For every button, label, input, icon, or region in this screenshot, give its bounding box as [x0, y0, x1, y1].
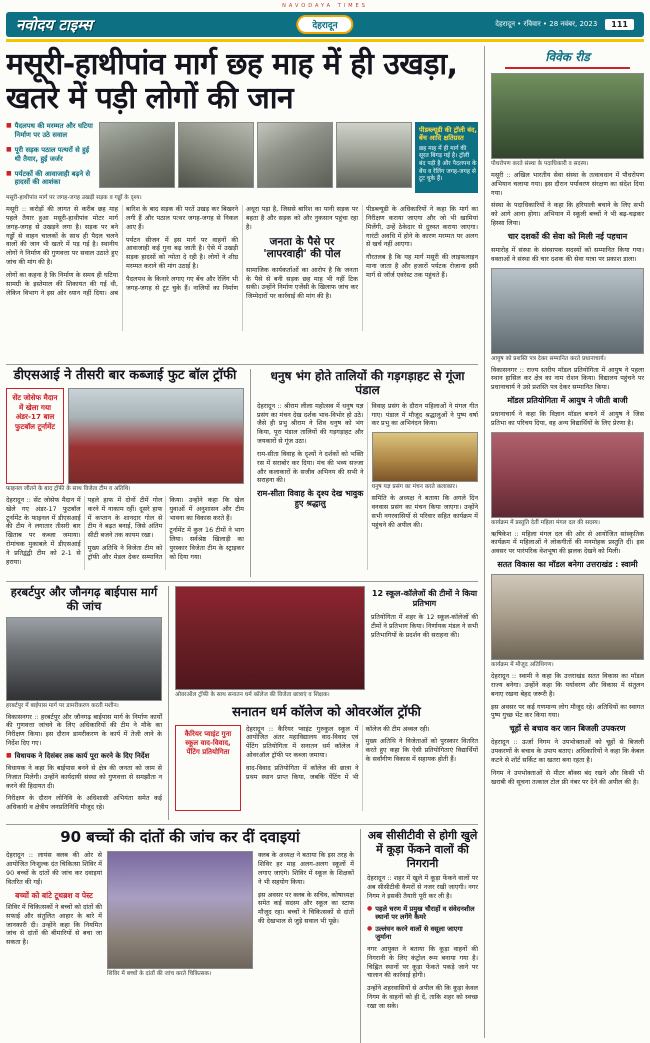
- dental-photo-caption: शिविर में बच्चों के दांतों की जांच करते चिकित्सक।: [107, 971, 212, 978]
- lead-photo-2: [178, 122, 254, 188]
- bullet-square-icon: ■: [6, 145, 12, 153]
- lead-body: [6, 205, 478, 331]
- bypass-photo-caption: हरबर्टपुर में बाईपास मार्ग पर डामरीकरण करती मशीन।: [6, 702, 119, 709]
- football-paragraph: टूर्नामेंट में कुल 16 टीमों ने भाग लिया। सर्वश्रेष्ठ खिलाड़ी का पुरस्कार विजेता टीम के स्ट्राइकर को दिया गया।: [169, 526, 244, 561]
- college-paragraph: वाद-विवाद प्रतियोगिता में कॉलेज की छात्रा ने प्रथम स्थान प्राप्त किया, जबकि पेंटिंग में भी कॉलेज की टीम अव्वल रही।: [246, 724, 430, 781]
- edition-badge: देहरादून: [296, 15, 353, 34]
- lead-bullet: ■ पैदलपथ की मरम्मत और घटिया निर्माण पर उठे सवाल: [6, 122, 93, 140]
- college-kicker-box: कैरियर प्वाइंट गुना स्कूल वाद-विवाद, पेंटिंग प्रतियोगिता: [175, 725, 241, 811]
- paper-name: नवोदय टाइम्स: [16, 15, 93, 34]
- plantation-photo: [491, 73, 644, 159]
- cctv-bullet: ● उल्लंघन करने वालों से वसूला जाएगा जुर्माना: [367, 924, 463, 942]
- ramleela-paragraph: राम-सीता विवाह के दृश्यों ने दर्शकों को भक्ति रस में सराबोर कर दिया। मंच की भव्य सज्जा और कलाकारों के सजीव अभिनय की सभी ने सराहना की।: [257, 449, 364, 485]
- page-number: 111: [605, 19, 634, 30]
- bullet-square-icon: ■: [6, 169, 12, 177]
- masthead: [6, 12, 644, 37]
- dental-paragraph: इस अवसर पर क्लब के सचिव, कोषाध्यक्ष समेत कई सदस्य और स्कूल का स्टाफ मौजूद रहा। बच्चों ने चिकित्सकों से दांतों की देखभाल से जुड़े सवाल भी पूछे।: [258, 890, 354, 926]
- bypass-paragraph: विधायक ने कहा कि बाईपास बनने से क्षेत्र की जनता को जाम से निजात मिलेगी। उन्होंने कार्यदायी संस्था को गुणवत्ता से समझौता न करने की हिदायत दी।: [6, 763, 162, 790]
- lead-bullet: ■ पर्यटकों की आवाजाही बढ़ने से हादसों की आशंका: [6, 169, 91, 187]
- dental-left-column: [6, 851, 102, 981]
- main-column: [6, 46, 478, 1043]
- ramleela-paragraph: समिति के अध्यक्ष ने बताया कि अगले दिन वनवास प्रसंग का मंचन किया जाएगा। उन्होंने सभी नगरवासियों से परिवार सहित कार्यक्रम में पहुंचने की अपील की।: [371, 494, 478, 529]
- lead-paragraph: मसूरी :: करोड़ों की लागत से करीब छह माह पहले तैयार हुआ मसूरी-हाथीपांव मोटर मार्ग जगह-जगह से उखड़ने लगा है। सड़क पर बने गड्ढों से वाहन चालकों के साथ ही पैदल चलने वालों की जान भी खतरे में पड़ गई है। स्थानीय लोगों ने निर्माण की गुणवत्ता पर सवाल उठाते हुए जांच की मांग की है।: [6, 205, 118, 267]
- bypass-article: [6, 586, 162, 820]
- plantation-paragraph: मसूरी :: अखिल भारतीय सेवा संस्था के तत्वावधान में पौधरोपण अभियान चलाया गया। इस दौरान पर्यावरण संरक्षण का संदेश दिया गया।: [491, 170, 644, 197]
- cctv-paragraph: नगर आयुक्त ने बताया कि कूड़ा वाहनों की निगरानी के लिए कंट्रोल रूम बनाया गया है। चिह्नित स्थानों पर कूड़ा फेंकते पकड़े जाने पर चालान की कार्रवाई होगी।: [367, 944, 478, 980]
- bullet-dot-icon: ●: [367, 904, 373, 912]
- bypass-paragraph: विकासनगर :: हरबर्टपुर और जौनगढ़ बाईपास मार्ग के निर्माण कार्यों की गुणवत्ता जांचने के लिए अधिकारियों की टीम ने मौके का निरीक्षण किया। इस दौरान डामरीकरण के कार्य में तेजी लाने के निर्देश दिए गए।: [6, 712, 162, 748]
- college-side-subhead: 12 स्कूल-कॉलेजों की टीमों ने किया प्रतिभाग: [371, 589, 478, 608]
- swami-subhead: सतत विकास का मॉडल बनेगा उत्तराखंड : स्वामी: [497, 560, 638, 570]
- cctv-headline: अब सीसीटीवी से होगी खुले में कूड़ा फेंकने वालों की निगरानी: [367, 829, 478, 870]
- plantation-photo-caption: पौधरोपण करते संस्था के पदाधिकारी व सदस्य।: [491, 161, 589, 167]
- bypass-headline: हरबर्टपुर और जौनगढ़ बाईपास मार्ग की जांच: [10, 585, 158, 613]
- swami-paragraph: देहरादून :: स्वामी ने कहा कि उत्तराखंड सतत विकास का मॉडल राज्य बनेगा। उन्होंने कहा कि पर्यावरण और विकास में संतुलन बनाए रखना बेहद जरूरी है।: [491, 672, 644, 698]
- college-paragraph: देहरादून :: कैरियर प्वाइंट गुरुकुल स्कूल में आयोजित अंतर महाविद्यालय वाद-विवाद एवं पेंटिंग प्रतियोगिता में सनातन धर्म कॉलेज ने ओवरऑल ट्रॉफी पर कब्जा जमाया।: [246, 724, 359, 760]
- plantation-paragraph: समारोह में संस्था के संस्थापक सदस्यों को सम्मानित किया गया। वक्ताओं ने संस्था की चार दशक की सेवा यात्रा पर प्रकाश डाला।: [491, 245, 644, 263]
- lead-bullet-list: [6, 122, 96, 193]
- ramleela-subheadline: राम-सीता विवाह के दृश्य देख भावुक हुए श्रद्धालु: [257, 489, 364, 509]
- lead-paragraph: पर्यटन सीजन में इस मार्ग पर वाहनों की आवाजाही कई गुना बढ़ जाती है। ऐसे में उखड़ी सड़क हादसों को न्योता दे रही है। लोगों ने शीघ्र मरम्मत कराने की मांग उठाई है।: [126, 235, 238, 271]
- women-group-paragraph: ऋषिकेश :: महिला मंगल दल की ओर से आयोजित सांस्कृतिक कार्यक्रम में महिलाओं ने लोकगीतों की मनमोहक प्रस्तुति दी। इस अवसर पर पारंपरिक वेशभूषा की झलक देखने को मिली।: [491, 529, 644, 556]
- football-paragraph: मुख्य अतिथि ने विजेता टीम को ट्रॉफी और मेडल देकर सम्मानित किया। उन्होंने कहा कि खेल युवाओं में अनुशासन और टीम भावना का विकास करते हैं।: [87, 495, 244, 561]
- lead-article: [6, 46, 478, 360]
- bypass-photo: [6, 617, 162, 701]
- award-paragraph: प्रधानाचार्य ने कहा कि विज्ञान मॉडल बनाने में आयुष ने जिस प्रतिभा का परिचय दिया, वह अन्य विद्यार्थियों के लिए प्रेरणा है।: [491, 410, 644, 427]
- bullet-square-icon: ■: [6, 122, 12, 130]
- ramleela-photo-caption: धनुष यज्ञ प्रसंग का मंचन करते कलाकार।: [371, 484, 458, 491]
- plantation-paragraph: संस्था के पदाधिकारियों ने कहा कि हरियाली बचाने के लिए सभी को आगे आना होगा। अभियान में स्कूली बच्चों ने भी बढ़-चढ़कर हिस्सा लिया।: [491, 201, 644, 228]
- bullet-dot-icon: ●: [367, 924, 373, 932]
- cctv-paragraph: उन्होंने शहरवासियों से अपील की कि कूड़ा केवल निगम के वाहनों को ही दें, ताकि शहर को स्वच्छ रखा जा सके।: [367, 984, 478, 1010]
- college-headline: सनातन धर्म कॉलेज को ओवरऑल ट्रॉफी: [232, 704, 421, 720]
- football-paragraph: पहले हाफ में दोनों टीमें गोल करने में नाकाम रहीं। दूसरे हाफ में कप्तान के शानदार गोल से टीम ने बढ़त बनाई, जिसे अंतिम सीटी बजने तक कायम रखा।: [87, 495, 163, 540]
- bypass-highlight: ■ विधायक ने दिसंबर तक कार्य पूरा करने के दिए निर्देश: [6, 751, 150, 760]
- dental-inline-subhead: बच्चों को बांटे टूथब्रश व पेस्ट: [15, 890, 93, 900]
- lead-paragraph: सामाजिक कार्यकर्ताओं का आरोप है कि जनता के पैसे से बनी सड़क छह माह भी नहीं टिक सकी। उन्होंने निर्माण एजेंसी के खिलाफ जांच कर जिम्मेदारों पर कार्रवाई की मांग की है।: [246, 265, 358, 301]
- football-headline: डीएसआई ने तीसरी बार कब्जाई फुट बॉल ट्रॉफी: [13, 368, 237, 383]
- masthead-rule: [6, 39, 644, 42]
- women-group-photo-caption: कार्यक्रम में प्रस्तुति देतीं महिला मंगल दल की सदस्य।: [491, 519, 600, 526]
- top-strip-text: NAVODAYA TIMES: [282, 3, 368, 9]
- ramleela-body: [257, 402, 478, 570]
- football-body: [6, 496, 244, 570]
- lead-paragraph: लोगों का कहना है कि निर्माण के समय ही घटिया सामग्री के इस्तेमाल की शिकायत की गई थी, लेकिन विभाग ने इस ओर ध्यान नहीं दिया। अब बारिश के बाद सड़क की परतें उखड़ कर बिखरने लगी हैं और पठाल पत्थर जगह-जगह से निकल आए हैं।: [6, 205, 238, 297]
- college-article: [168, 586, 478, 820]
- ramleela-paragraph: विवाह प्रसंग के दौरान महिलाओं ने मंगल गीत गाए। पंडाल में मौजूद श्रद्धालुओं ने पुष्प वर्षा कर प्रभु का अभिनंदन किया।: [371, 401, 478, 428]
- college-side-column: [371, 586, 478, 702]
- award-photo: [491, 268, 644, 354]
- college-paragraph: मुख्य अतिथि ने विजेताओं को पुरस्कार वितरित करते हुए कहा कि ऐसी प्रतियोगिताएं विद्यार्थियों के सर्वांगीण विकास में सहायक होती हैं।: [365, 737, 478, 764]
- college-side-paragraph: प्रतियोगिता में शहर के 12 स्कूल-कॉलेजों की टीमों ने प्रतिभाग किया। निर्णायक मंडल ने सभी प्रतिभागियों के प्रदर्शन की सराहना की।: [371, 613, 478, 639]
- football-kicker-box: सेंट जोसेफ मैदान में खेला गया अंडर-17 बाल फुटबॉल टूर्नामेंट: [6, 388, 64, 484]
- ramleela-headline: धनुष भंग होते तालियों की गड़गड़ाहट से गूंजा पंडाल: [270, 369, 465, 398]
- lead-subheadline: जनता के पैसे पर 'लापरवाही' की पोल: [263, 235, 341, 261]
- power-tips-paragraph: देहरादून :: ऊर्जा निगम ने उपभोक्ताओं को चूहों से बिजली उपकरणों के बचाव के उपाय बताए। अधिकारियों ने कहा कि केबल कटने से शॉर्ट सर्किट का खतरा बना रहता है।: [491, 738, 644, 764]
- cctv-article: [360, 829, 478, 1043]
- award-paragraph: विकासनगर :: राज्य स्तरीय मॉडल प्रतियोगिता में आयुष ने पहला स्थान हासिल कर क्षेत्र का नाम रोशन किया। विद्यालय पहुंचने पर प्रधानाचार्य ने उसे प्रशस्ति पत्र देकर सम्मानित किया।: [491, 365, 644, 392]
- dental-article: [6, 829, 354, 1043]
- lead-side-box: [415, 122, 478, 193]
- football-paragraph: देहरादून :: सेंट जोसेफ मैदान में खेले गए अंडर-17 फुटबॉल टूर्नामेंट के फाइनल में डीएसआई की टीम ने लगातार तीसरी बार खिताब पर कब्जा जमाया। रोमांचक मुकाबले में डीएसआई ने प्रतिद्वंद्वी टीम को 2-1 से हराया।: [6, 495, 81, 566]
- lead-side-box-title: पीडब्ल्यूडी की ट्रॉली बंद, बेंच आदि क्षतिग्रस्त: [419, 126, 477, 143]
- dental-camp-photo: [107, 851, 253, 969]
- lead-photo-4: [336, 122, 412, 188]
- college-body: [246, 725, 478, 811]
- top-strip: [6, 0, 644, 12]
- lead-photo-3: [257, 122, 333, 188]
- award-subhead: मॉडल प्रतियोगिता में आयुष ने जीती बाजी: [507, 396, 628, 406]
- right-column: [484, 46, 644, 1038]
- college-group-photo: [175, 586, 365, 690]
- lead-photo-caption: मसूरी-हाथीपांव मार्ग पर जगह-जगह उखड़ी सड़क व गड्ढों के दृश्य।: [6, 195, 142, 202]
- ramleela-article: [250, 369, 478, 577]
- lead-photo-1: [99, 122, 175, 188]
- plantation-subhead: चार दशकों की सेवा को मिली नई पहचान: [507, 231, 628, 241]
- right-column-section-title: विवेक रीड: [505, 48, 630, 69]
- lead-headline: मसूरी-हाथीपांव मार्ग छह माह में ही उखड़ा, खतरे में पड़ी लोगों की जान: [6, 47, 458, 116]
- dental-paragraph: शिविर में चिकित्सकों ने बच्चों को दांतों की सफाई और संतुलित आहार के बारे में जानकारी दी। उन्होंने कहा कि नियमित जांच से दांतों की बीमारियों से बचा जा सकता है।: [6, 902, 102, 947]
- guests-sofa-photo: [491, 574, 644, 660]
- football-team-photo: [68, 388, 244, 484]
- dental-right-column: [258, 851, 354, 981]
- power-tips-subhead: चूहों से बचाव कर जान बिजली उपकरण: [509, 724, 626, 734]
- bypass-paragraph: निरीक्षण के दौरान लोनिवि के अधिशासी अभियंता समेत कई अधिकारी व क्षेत्रीय जनप्रतिनिधि मौजूद रहे।: [6, 794, 162, 812]
- football-article: [6, 369, 244, 577]
- award-photo-caption: आयुष को प्रशस्ति पत्र देकर सम्मानित करते प्रधानाचार्य।: [491, 355, 606, 362]
- guests-sofa-photo-caption: कार्यक्रम में मौजूद अतिथिगण।: [491, 662, 554, 669]
- dental-headline: 90 बच्चों की दांतों की जांच कर दीं दवाइयां: [60, 828, 300, 846]
- date-line: देहरादून • रविवार • 28 नवंबर, 2023: [495, 20, 598, 28]
- cctv-paragraph: देहरादून :: शहर में खुले में कूड़ा फेंकने वालों पर अब सीसीटीवी कैमरों से नजर रखी जाएगी। नगर निगम ने इसकी तैयारी पूरी कर ली है।: [367, 874, 478, 900]
- dental-paragraph: देहरादून :: लायंस क्लब की ओर से आयोजित निःशुल्क दंत चिकित्सा शिविर में 90 बच्चों के दांतों की जांच कर दवाइयां वितरित की गईं।: [6, 851, 102, 886]
- lead-bullet: ■ पूरी सड़क पठाल पत्थरों से हुई थी तैयार, हुई जर्जर: [6, 145, 90, 163]
- ramleela-paragraph: देहरादून :: श्रीराम लीला महोत्सव में धनुष यज्ञ प्रसंग का मंचन देख दर्शक भाव-विभोर हो उठे। जैसे ही प्रभु श्रीराम ने शिव धनुष को भंग किया, पूरा पंडाल तालियों की गड़गड़ाहट और जयकारों से गूंज उठा।: [257, 401, 364, 446]
- bullet-square-icon: ■: [6, 751, 12, 759]
- lead-paragraph: पैदलपथ के किनारे लगाए गए बेंच और रेलिंग भी जगह-जगह से टूट चुके हैं। नालियों का निर्माण अधूरा पड़ा है, जिससे बारिश का पानी सड़क पर बहता है और सड़क को और नुकसान पहुंचा रहा है।: [126, 205, 358, 292]
- power-tips-paragraph: निगम ने उपभोक्ताओं से मीटर बॉक्स बंद रखने और किसी भी खराबी की सूचना तत्काल टोल फ्री नंबर पर देने की अपील की है।: [491, 768, 644, 786]
- women-group-photo: [491, 432, 644, 518]
- football-photo-caption: फाइनल जीतने के बाद ट्रॉफी के साथ विजेता टीम व अतिथि।: [6, 485, 131, 492]
- college-photo-caption: ओवरऑल ट्रॉफी के साथ सनातन धर्म कॉलेज की विजेता छात्राएं व शिक्षक।: [175, 692, 330, 698]
- lead-side-box-text: छह माह में ही मार्ग की सूरत बिगड़ गई है। ट्रॉली बंद पड़ी है और पैदलपथ के बेंच व रेलिंग जगह-जगह से टूट चुके हैं।: [419, 145, 477, 183]
- lead-paragraph: पीडब्ल्यूडी के अधिकारियों ने कहा कि मार्ग का निरीक्षण कराया जाएगा और जो भी खामियां मिलेंगी, उन्हें ठेकेदार से दुरुस्त कराया जाएगा। गारंटी अवधि में होने के कारण मरम्मत पर अलग से खर्च नहीं आएगा।: [366, 205, 478, 249]
- ramleela-photo: [372, 432, 479, 482]
- lead-paragraph: गौरतलब है कि यह मार्ग मसूरी की लाइफलाइन माना जाता है और हजारों पर्यटक रोजाना इसी मार्ग से जॉर्ज एवरेस्ट तक पहुंचते हैं।: [366, 253, 478, 279]
- dental-paragraph: क्लब के अध्यक्ष ने बताया कि इस तरह के शिविर हर माह अलग-अलग स्कूलों में लगाए जाएंगे। शिविर में स्कूल के शिक्षकों ने भी सहयोग किया।: [258, 851, 354, 886]
- cctv-bullet: ● पहले चरण में प्रमुख चौराहों व संवेदनशील स्थानों पर लगेंगे कैमरे: [367, 904, 475, 922]
- swami-paragraph: इस अवसर पर कई गणमान्य लोग मौजूद रहे। अतिथियों का स्वागत पुष्प गुच्छ भेंट कर किया गया।: [491, 702, 644, 720]
